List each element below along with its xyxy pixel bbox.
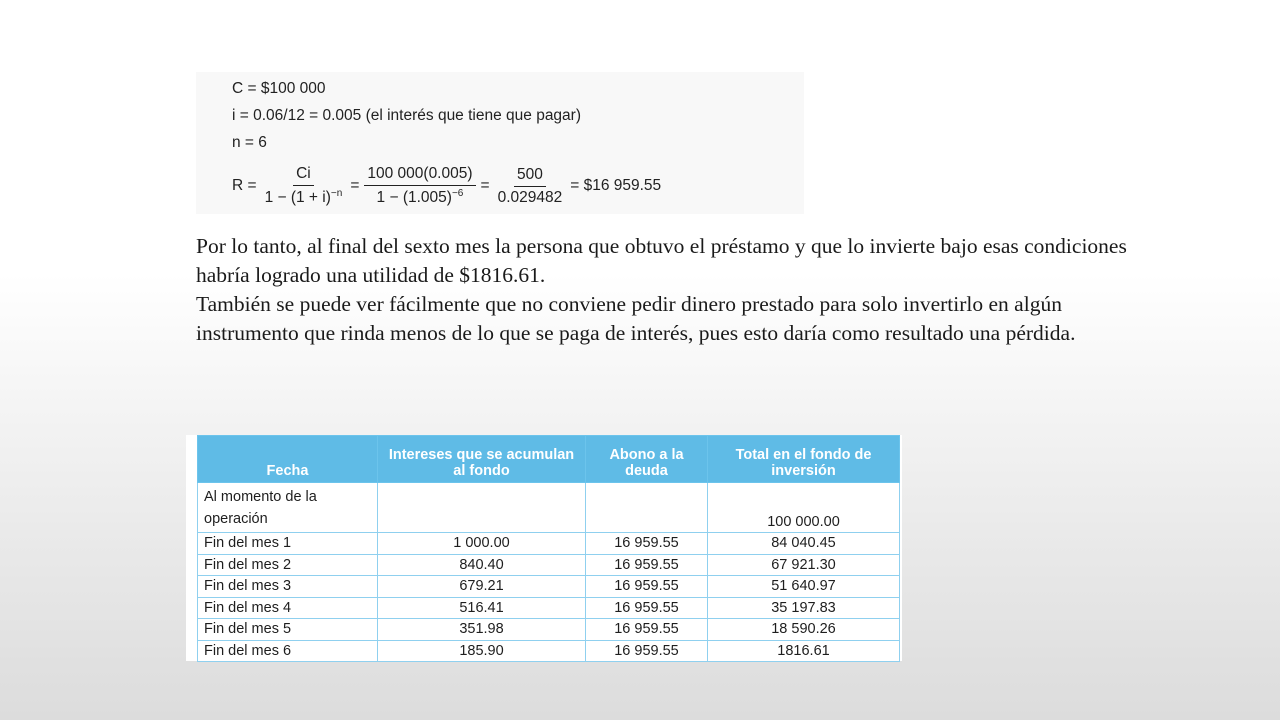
cell-date: Fin del mes 3 (198, 576, 378, 598)
fraction-substituted-numerator: 100 000(0.005) (364, 165, 475, 186)
cell-date: Fin del mes 2 (198, 554, 378, 576)
header-payment: Abono a la deuda (586, 436, 708, 483)
formula-capital: C = $100 000 (232, 80, 326, 97)
formula-r-label: R = (232, 177, 257, 194)
formula-equals-1: = (350, 177, 360, 194)
table-row (198, 576, 900, 598)
explanation-text (196, 232, 1136, 348)
cell-total: 100 000.00 (708, 483, 900, 533)
paragraph-warning: También se puede ver fácilmente que no conviene pedir dinero prestado para solo invertirlo en algún instrumento que rinda menos de lo que se paga de interés, pues esto daría como resultado una pérdida. (196, 292, 1076, 345)
cell-date: Al momento de la operación (198, 483, 378, 533)
fraction-general-denominator: $1 - (1 + i)^{-n}$ (264, 187, 343, 207)
formula-periods: n = 6 (232, 134, 267, 151)
formula-result: = $16 959.55 (570, 177, 662, 194)
investment-table-image (186, 435, 902, 661)
cell-date: Fin del mes 4 (198, 597, 378, 619)
table-header-row (198, 436, 900, 483)
investment-table (197, 435, 900, 662)
cell-total: 84 040.45 (708, 533, 900, 555)
header-date: Fecha (198, 436, 378, 483)
fraction-substituted-denominator: $1 - (1.005)^{-6}$ (376, 187, 464, 207)
fraction-general (262, 165, 346, 207)
cell-total: 18 590.26 (708, 619, 900, 641)
cell-payment: 16 959.55 (586, 576, 708, 598)
cell-interest: 351.98 (378, 619, 586, 641)
table-row (198, 533, 900, 555)
cell-date: Fin del mes 1 (198, 533, 378, 555)
cell-total: 1816.61 (708, 640, 900, 662)
table-row (198, 483, 900, 533)
fraction-evaluated-numerator: 500 (514, 166, 546, 187)
cell-payment: 16 959.55 (586, 533, 708, 555)
cell-interest: 1 000.00 (378, 533, 586, 555)
cell-date: Fin del mes 6 (198, 640, 378, 662)
fraction-general-numerator: Ci (293, 165, 314, 186)
formula-equals-2: = (480, 177, 490, 194)
formula-interest: i = 0.06/12 = 0.005 (el interés que tiene que pagar) (232, 107, 581, 124)
cell-interest (378, 483, 586, 533)
fraction-evaluated (495, 166, 566, 207)
cell-total: 51 640.97 (708, 576, 900, 598)
cell-total: 67 921.30 (708, 554, 900, 576)
fraction-evaluated-denominator: 0.029482 (497, 188, 563, 206)
cell-payment: 16 959.55 (586, 619, 708, 641)
table-row (198, 554, 900, 576)
formula-image (196, 72, 804, 214)
cell-interest: 679.21 (378, 576, 586, 598)
cell-total: 35 197.83 (708, 597, 900, 619)
cell-interest: 185.90 (378, 640, 586, 662)
cell-date: Fin del mes 5 (198, 619, 378, 641)
cell-payment: 16 959.55 (586, 640, 708, 662)
cell-interest: 516.41 (378, 597, 586, 619)
fraction-substituted (364, 165, 475, 207)
cell-interest: 840.40 (378, 554, 586, 576)
table-row (198, 619, 900, 641)
header-interest: Intereses que se acumulan al fondo (378, 436, 586, 483)
table-row (198, 597, 900, 619)
header-total: Total en el fondo de inversión (708, 436, 900, 483)
paragraph-conclusion: Por lo tanto, al final del sexto mes la persona que obtuvo el préstamo y que lo invierte bajo esas condiciones habría logrado una utilidad de $1816.61. (196, 234, 1127, 287)
cell-payment (586, 483, 708, 533)
formula-payment (232, 160, 661, 212)
table-row (198, 640, 900, 662)
cell-payment: 16 959.55 (586, 554, 708, 576)
cell-payment: 16 959.55 (586, 597, 708, 619)
